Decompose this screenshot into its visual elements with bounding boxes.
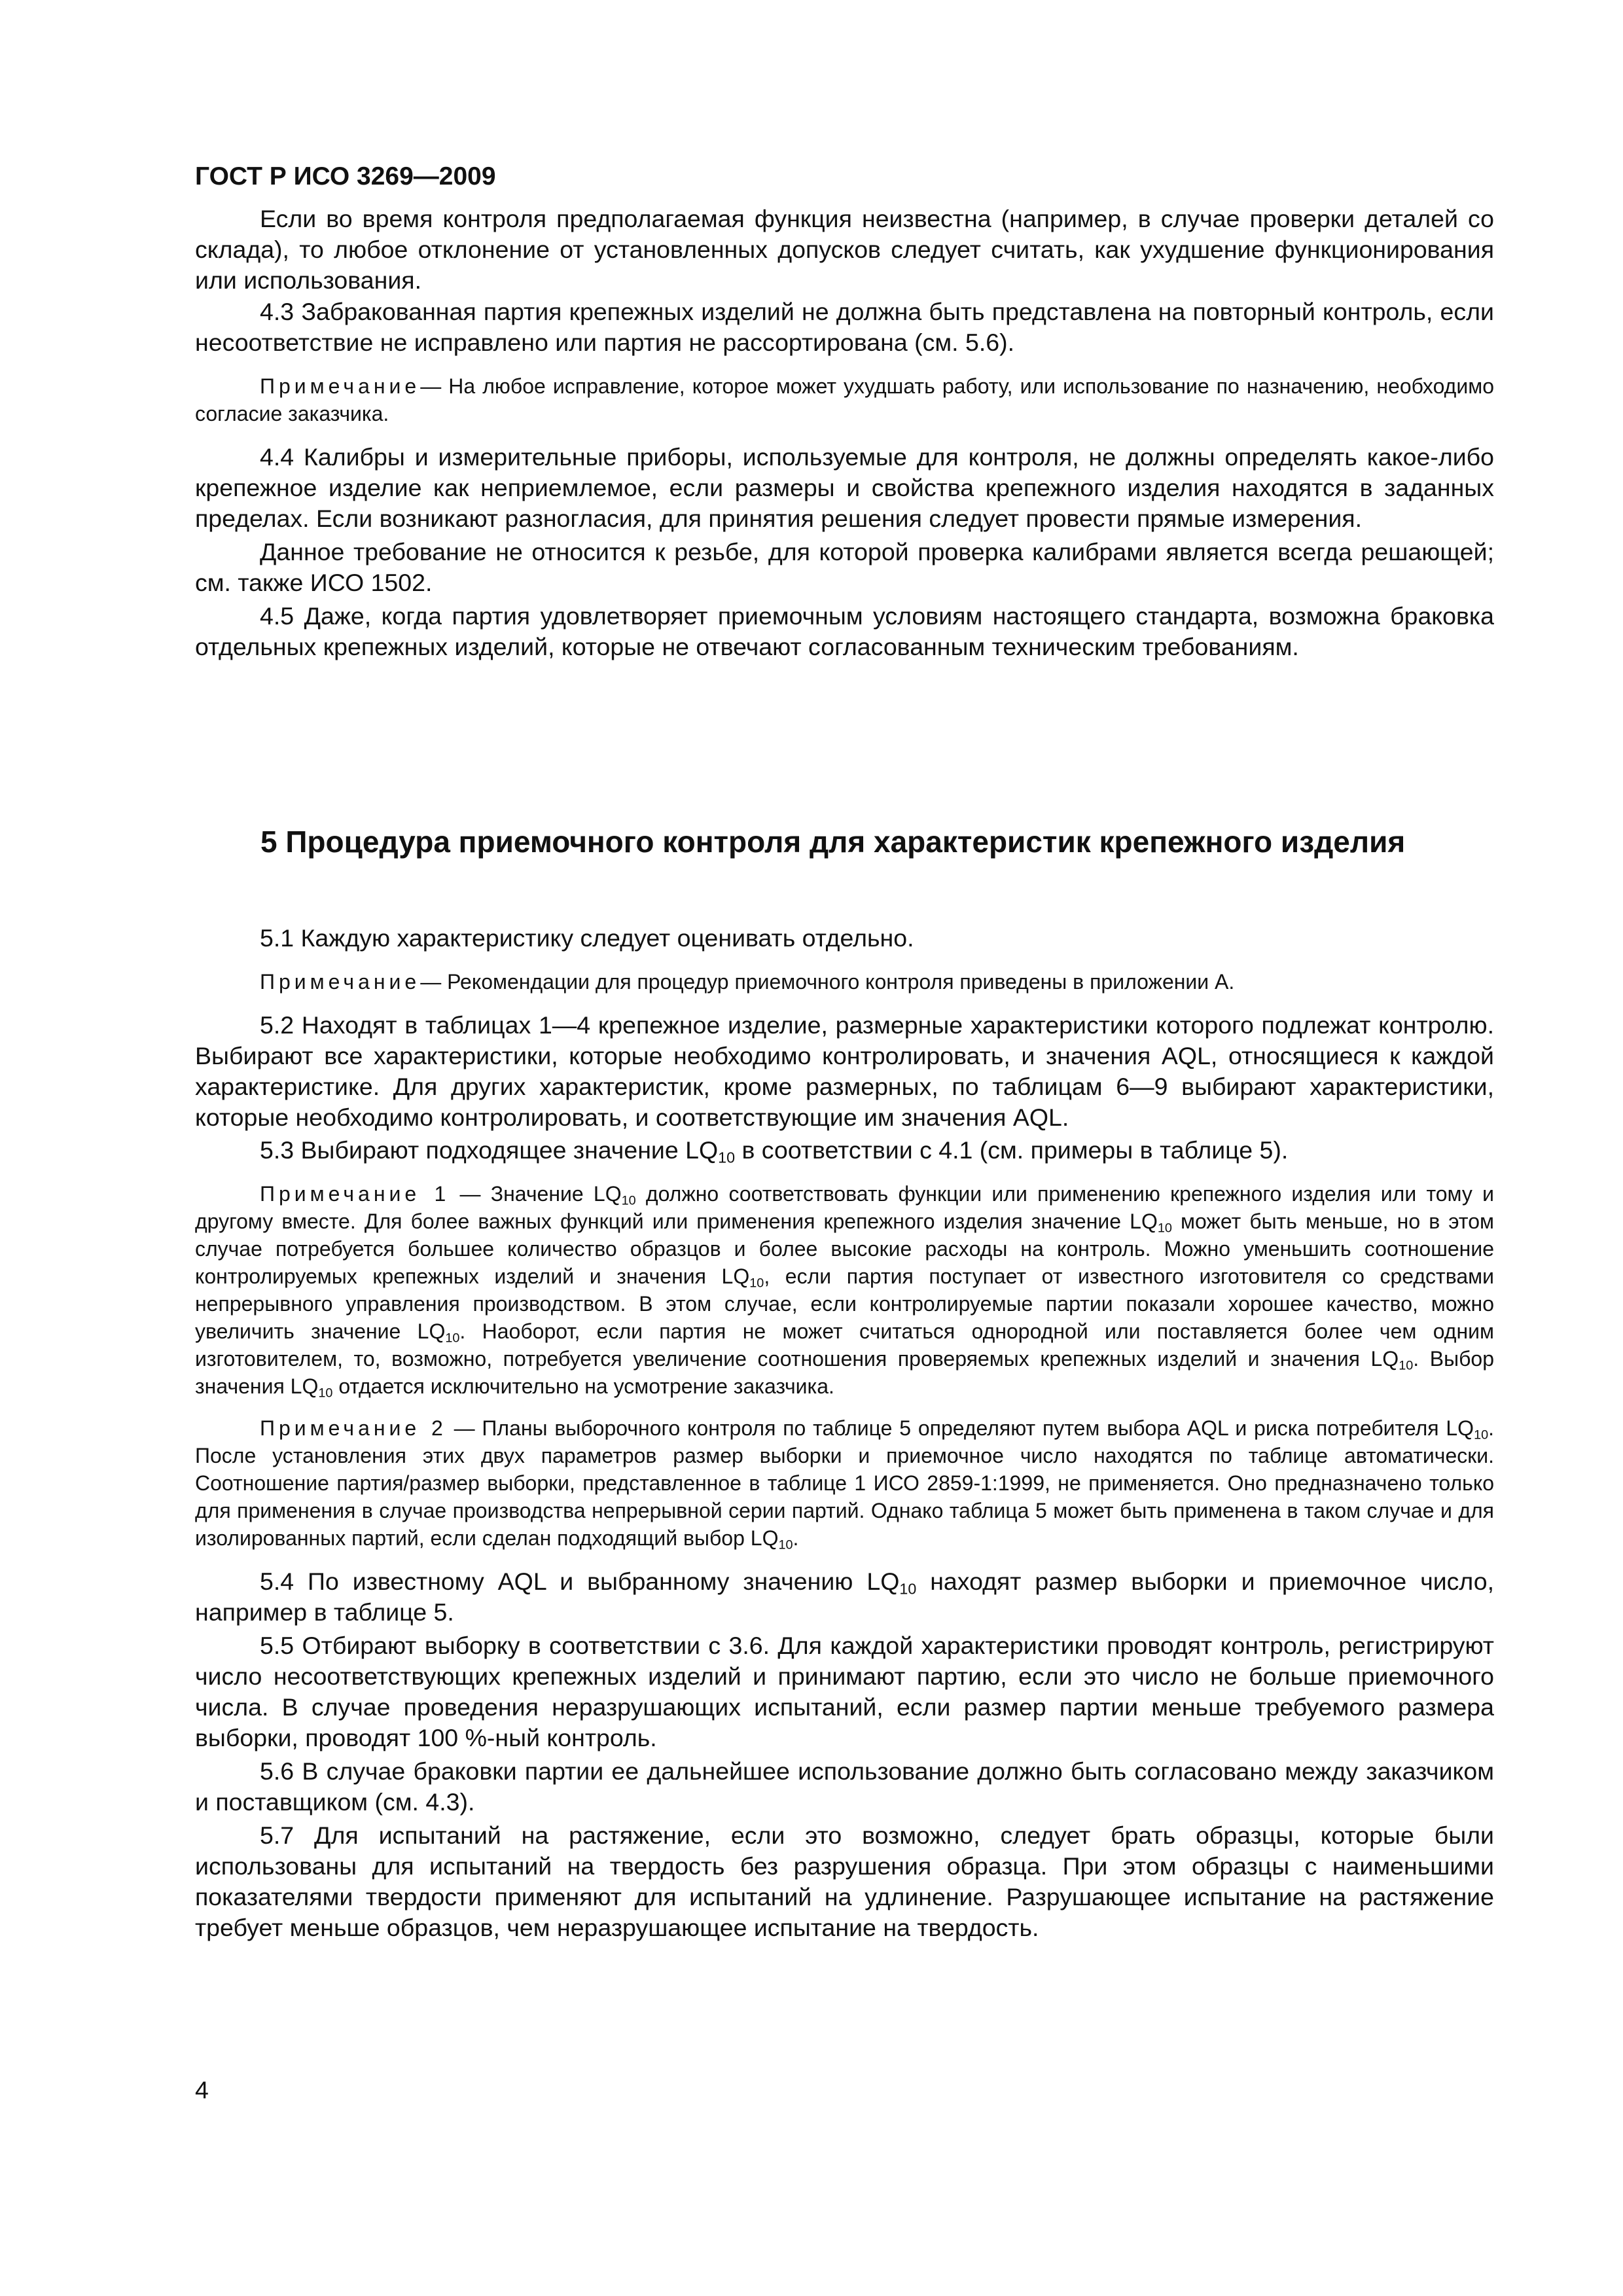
paragraph-5-1: 5.1 Каждую характеристику следует оценивать отдельно. [260, 924, 914, 952]
section-5-title: 5 Процедура приемочного контроля для характеристик крепежного изделия [260, 825, 1406, 859]
subscript: 10 [778, 1537, 793, 1552]
text-run: в соответствии с 4.1 (см. примеры в таблице 5). [735, 1136, 1289, 1164]
note-label: Примечание [260, 970, 421, 994]
text-run: . После установления этих двух параметров размер выборки и приемочное число находятся по таблице автоматически. Соотношение партия/размер выборки, представленное в таблице 1 ИСО 2859-1:1999, не применяется. Оно предназначено только для применения в случае производства непрерывной серии партий. Однако таблица 5 может быть применена в таком случае и для изолированных партий, если сделан подходящий выбор LQ [195, 1416, 1495, 1550]
paragraph-4-4: 4.4 Калибры и измерительные приборы, используемые для контроля, не должны определять какое-либо крепежное изделие как неприемлемое, если размеры и свойства крепежного изделия находятся в заданных пределах. Если возникают разногласия, для принятия решения следует провести прямые измерения. [195, 443, 1494, 532]
note-4-3 [195, 372, 1494, 427]
subscript: 10 [899, 1580, 917, 1598]
paragraph-4-2-continuation: Если во время контроля предполагаемая функция неизвестна (например, в случае проверки деталей со склада), то любое отклонение от установленных допусков следует считать, как ухудшение функционирования или использования. [195, 205, 1494, 294]
section-5-body [195, 923, 1494, 1943]
text-run: — Планы выборочного контроля по таблице 5 определяют путем выбора AQL и риска потребителя LQ [446, 1416, 1474, 1440]
paragraph-5-5: 5.5 Отбирают выборку в соответствии с 3.6. Для каждой характеристики проводят контроль, регистрируют число несоответствующих крепежных изделий и принимают партию, если это число не больше приемочного числа. В случае проведения неразрушающих испытаний, если размер партии меньше требуемого размера выборки, проводят 100 %-ный контроль. [195, 1632, 1494, 1751]
note-1 [195, 1180, 1494, 1400]
paragraph-5-4 [195, 1566, 1494, 1628]
text-run: 5.3 Выбирают подходящее значение LQ [260, 1136, 719, 1164]
text-run: . Выбор значения LQ [195, 1347, 1495, 1398]
text-run: отдается исключительно на усмотрение заказчика. [332, 1374, 834, 1398]
note-number: 2 [420, 1416, 447, 1440]
subscript: 10 [318, 1386, 333, 1401]
note-label: Примечание [260, 1416, 421, 1440]
note-text: — На любое исправление, которое может ухудшать работу, или использование по назначению, необходимо согласие заказчика. [195, 374, 1494, 425]
note-label: Примечание [260, 374, 421, 398]
document-header: ГОСТ Р ИСО 3269—2009 [195, 162, 496, 190]
paragraph-5-2: 5.2 Находят в таблицах 1—4 крепежное изделие, размерные характеристики которого подлежат контролю. Выбирают все характеристики, которые необходимо контролировать, и значения AQL, относящиеся к каждой характеристике. Для других характеристик, кроме размерных, по таблицам 6—9 выбирают характеристики, которые необходимо контролировать, и соответствующие им значения AQL. [195, 1011, 1494, 1131]
paragraph-4-5: 4.5 Даже, когда партия удовлетворяет приемочным условиям настоящего стандарта, возможна браковка отдельных крепежных изделий, которые не отвечают согласованным техническим требованиям. [195, 602, 1494, 660]
text-run: . [793, 1526, 799, 1550]
text-run: . Наоборот, если партия не может считаться однородной или поставляется более чем одним изготовителем, то, возможно, потребуется увеличение соотношения проверяемых крепежных изделий и значения LQ [195, 1319, 1495, 1371]
page-number: 4 [195, 2076, 209, 2104]
subscript: 10 [1474, 1427, 1489, 1443]
subscript: 10 [1399, 1358, 1414, 1373]
subscript: 10 [749, 1276, 764, 1291]
text-run: , если партия поступает от известного изготовителя со средствами непрерывного управления производством. В этом случае, если контролируемые партии показали хорошее качество, можно увеличить значение LQ [195, 1265, 1495, 1343]
text-run: должно соответствовать функции или применению крепежного изделия или тому и другому вместе. Для более важных функций или применения крепежного изделия значение LQ [195, 1182, 1495, 1233]
text-run: может быть меньше, но в этом случае потребуется большее количество образцов и более высокие расходы на контроль. Можно уменьшить соотношение контролируемых крепежных изделий и значения LQ [195, 1210, 1495, 1288]
note-label: Примечание [260, 1182, 421, 1206]
note-5-1 [195, 968, 1494, 996]
text-run: — Значение LQ [450, 1182, 622, 1206]
paragraph-5-7: 5.7 Для испытаний на растяжение, если это возможно, следует брать образцы, которые были использованы для испытаний на твердость без разрушения образца. При этом образцы с наименьшими показателями твердости применяют для испытаний на удлинение. Разрушающее испытание на растяжение требует меньше образцов, чем неразрушающее испытание на твердость. [195, 1821, 1494, 1941]
subscript: 10 [718, 1149, 736, 1166]
paragraph-4-3: 4.3 Забракованная партия крепежных изделий не должна быть представлена на повторный контроль, если несоответствие не исправлено или партия не рассортирована (см. 5.6). [195, 298, 1494, 356]
subscript: 10 [621, 1193, 636, 1208]
text-run: находят размер выборки и приемочное число, например в таблице 5. [195, 1568, 1494, 1626]
subscript: 10 [445, 1331, 460, 1346]
section-4-continuation [195, 204, 1494, 662]
paragraph-4-4-thread: Данное требование не относится к резьбе, для которой проверка калибрами является всегда решающей; см. также ИСО 1502. [195, 538, 1494, 596]
note-number: 1 [420, 1182, 450, 1206]
subscript: 10 [1157, 1221, 1172, 1236]
note-2 [195, 1414, 1494, 1552]
text-run: 5.4 По известному AQL и выбранному значению LQ [260, 1568, 900, 1595]
paragraph-5-6: 5.6 В случае браковки партии ее дальнейшее использование должно быть согласовано между заказчиком и поставщиком (см. 4.3). [195, 1757, 1494, 1816]
note-text: — Рекомендации для процедур приемочного контроля приведены в приложении А. [420, 970, 1235, 994]
paragraph-5-3 [195, 1135, 1494, 1166]
